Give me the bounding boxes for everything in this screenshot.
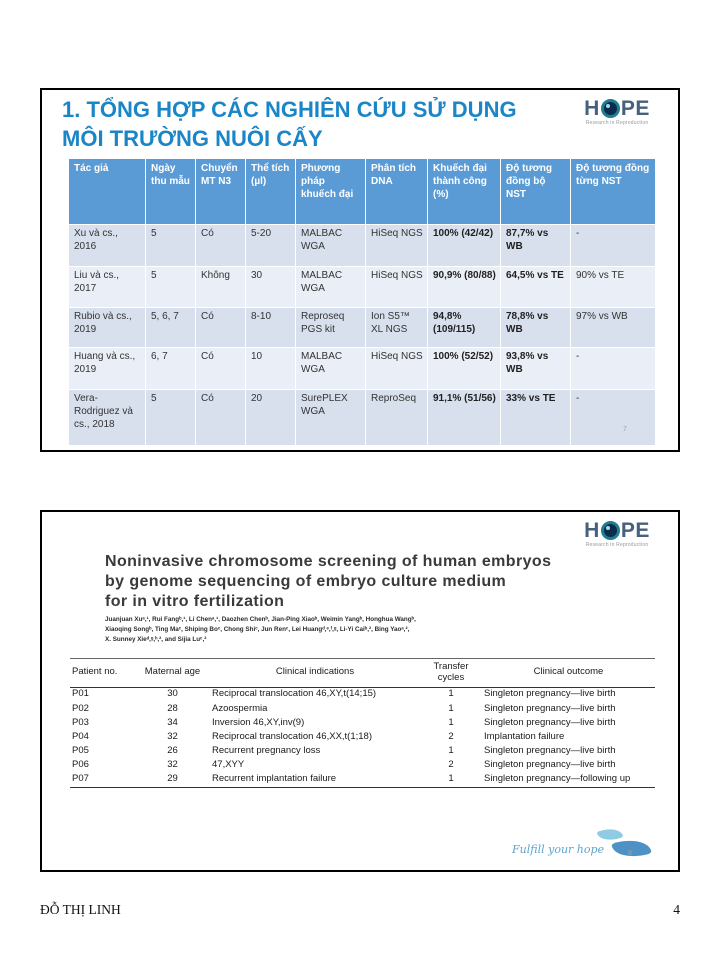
table-cell: Xu và cs., 2016 xyxy=(69,225,146,267)
page-footer xyxy=(40,902,680,918)
table-cell: 1 xyxy=(448,702,454,714)
table-cell: MALBAC WGA xyxy=(296,225,366,267)
table-row xyxy=(69,225,656,267)
table-cell: 32 xyxy=(167,730,178,742)
table-cell: 5 xyxy=(146,267,196,308)
eye-icon xyxy=(601,99,620,118)
table-cell: 32 xyxy=(167,758,178,770)
table-cell: Reciprocal translocation 46,XX,t(1;18) xyxy=(212,730,372,742)
table-cell: Singleton pregnancy—live birth xyxy=(484,744,616,756)
authors-line1: Juanjuan Xuᵃ,¹, Rui Fangᵇ,¹, Li Chenᵃ,¹, Daozhen Chenᵇ, Jian-Ping Xiaoᵇ, Weimin Yangᵇ, Honghua Wangᵇ, xyxy=(105,616,416,623)
table-cell: 87,7% vs WB xyxy=(501,225,571,267)
table-cell: 33% vs TE xyxy=(501,390,571,446)
table-row xyxy=(70,716,655,730)
table-cell: Inversion 46,XY,inv(9) xyxy=(212,716,305,728)
table-cell: MALBAC WGA xyxy=(296,348,366,390)
table-cell: - xyxy=(571,390,656,446)
table-row xyxy=(69,267,656,308)
patients-table xyxy=(70,658,655,788)
table-cell: Singleton pregnancy—live birth xyxy=(484,702,616,714)
table-cell: 6, 7 xyxy=(146,348,196,390)
table-cell: Azoospermia xyxy=(212,702,268,714)
table-cell: 47,XYY xyxy=(212,758,245,770)
table-cell: 30 xyxy=(246,267,296,308)
table-cell: 91,1% (51/56) xyxy=(428,390,501,446)
table-cell: 90% vs TE xyxy=(571,267,656,308)
table-cell: 10 xyxy=(246,348,296,390)
hope-logo-pe: PE xyxy=(620,519,650,542)
studies-table-header-row xyxy=(69,159,656,225)
table-cell: P06 xyxy=(72,758,89,770)
hope-logo-word xyxy=(572,520,662,541)
table-row xyxy=(70,730,655,744)
slide-1 xyxy=(40,88,680,452)
column-header: Độ tương đồng từng NST xyxy=(571,159,656,225)
table-cell: ReproSeq xyxy=(366,390,428,446)
table-cell: P07 xyxy=(70,773,135,788)
table-cell: 64,5% vs TE xyxy=(501,267,571,308)
table-cell: Ion S5™ XL NGS xyxy=(366,308,428,348)
table-cell: P03 xyxy=(72,716,89,728)
table-cell: Singleton pregnancy—live birth xyxy=(484,758,616,770)
table-cell: 1 xyxy=(448,688,454,700)
fulfill-your-hope-tagline: Fulfill your hope xyxy=(512,843,605,856)
column-header: Ngày thu mẫu xyxy=(146,159,196,225)
column-header: Độ tương đồng bộ NST xyxy=(501,159,571,225)
table-row xyxy=(70,687,655,702)
hope-logo-word xyxy=(572,98,662,119)
slide-number: 7 xyxy=(623,426,627,433)
leaf-dark-icon xyxy=(611,835,651,862)
table-row xyxy=(70,702,655,716)
slide1-title-line2: MÔI TRƯỜNG NUÔI CẤY xyxy=(62,125,323,151)
paper-authors xyxy=(105,615,605,644)
table-cell: 1 xyxy=(448,716,454,728)
table-row xyxy=(70,744,655,758)
table-cell: Recurrent implantation failure xyxy=(210,773,420,788)
table-cell: 2 xyxy=(448,758,454,770)
column-header: Clinical indications xyxy=(210,659,420,688)
table-cell: 29 xyxy=(135,773,210,788)
table-row xyxy=(69,308,656,348)
table-cell: Rubio và cs., 2019 xyxy=(69,308,146,348)
hope-logo-h: H xyxy=(584,97,600,120)
column-header: Patient no. xyxy=(70,659,135,688)
slide1-title-line1: 1. TỔNG HỢP CÁC NGHIÊN CỨU SỬ DỤNG xyxy=(62,97,517,122)
hope-logo-pe: PE xyxy=(620,97,650,120)
column-header: Khuếch đại thành công (%) xyxy=(428,159,501,225)
table-row xyxy=(70,758,655,772)
table-cell: 26 xyxy=(167,744,178,756)
patients-table-header-row xyxy=(70,659,655,688)
table-cell: 97% vs WB xyxy=(571,308,656,348)
paper-title-line2: by genome sequencing of embryo culture medium xyxy=(105,573,507,590)
table-cell: 100% (52/52) xyxy=(428,348,501,390)
table-cell: Recurrent pregnancy loss xyxy=(212,744,321,756)
hope-logo xyxy=(572,98,662,126)
authors-line2: Xiaoqing Songᵇ, Ting Maᶜ, Shiping Boᶜ, Chong Shiᶜ, Jun Renᶜ, Lei Huangᵈ,ᵉ,ᶠ,ᵍ, Li-Yi Caiᵇ,², Bing Yaoᵃ,², xyxy=(105,625,410,633)
table-row xyxy=(69,348,656,390)
table-cell: Singleton pregnancy—live birth xyxy=(484,688,616,700)
column-header: Clinical outcome xyxy=(482,659,655,688)
eye-pupil xyxy=(606,104,610,108)
table-cell: Implantation failure xyxy=(484,730,565,742)
paper-title-line1: Noninvasive chromosome screening of human embryos xyxy=(105,553,552,570)
table-cell: 5, 6, 7 xyxy=(146,308,196,348)
table-cell: P05 xyxy=(72,744,89,756)
table-cell: 2 xyxy=(448,730,454,742)
table-cell: Không xyxy=(196,267,246,308)
footer-page-number: 4 xyxy=(673,902,680,917)
table-cell: Huang và cs., 2019 xyxy=(69,348,146,390)
table-cell: SurePLEX WGA xyxy=(296,390,366,446)
table-cell: Liu và cs., 2017 xyxy=(69,267,146,308)
hope-logo-tagline: Research in Reproduction xyxy=(585,542,649,548)
table-cell: 5 xyxy=(146,225,196,267)
column-header: Maternal age xyxy=(135,659,210,688)
paper-title-line3: for in vitro fertilization xyxy=(105,593,285,610)
table-cell: Reproseq PGS kit xyxy=(296,308,366,348)
table-row xyxy=(70,773,655,788)
footer-author-name: ĐỖ THỊ LINH xyxy=(40,902,121,917)
table-cell: 5 xyxy=(146,390,196,446)
table-cell: HiSeq NGS xyxy=(366,348,428,390)
table-cell: Có xyxy=(196,348,246,390)
table-cell: 28 xyxy=(167,702,178,714)
authors-line3: X. Sunney Xieᵈ,ᵍ,ʰ,², and Sijia Luᶜ,² xyxy=(105,635,207,643)
table-cell: Có xyxy=(196,225,246,267)
eye-pupil xyxy=(606,526,610,530)
table-cell: - xyxy=(571,225,656,267)
column-header: Phân tích DNA xyxy=(366,159,428,225)
table-cell: 30 xyxy=(167,688,178,700)
table-cell: 90,9% (80/88) xyxy=(428,267,501,308)
table-cell: 1 xyxy=(420,773,482,788)
table-cell: 93,8% vs WB xyxy=(501,348,571,390)
table-cell: 78,8% vs WB xyxy=(501,308,571,348)
table-cell: 94,8% (109/115) xyxy=(428,308,501,348)
table-cell: Reciprocal translocation 46,XY,t(14;15) xyxy=(212,688,377,700)
table-row xyxy=(69,390,656,446)
table-cell: HiSeq NGS xyxy=(366,267,428,308)
table-cell: P01 xyxy=(72,688,89,700)
paper-title xyxy=(105,552,625,612)
table-cell: HiSeq NGS xyxy=(366,225,428,267)
table-cell: Vera-Rodriguez và cs., 2018 xyxy=(69,390,146,446)
table-cell: P04 xyxy=(72,730,89,742)
slide-number: 8 xyxy=(628,850,632,857)
table-cell: P02 xyxy=(72,702,89,714)
leaf-logo-icon xyxy=(598,826,650,860)
table-cell: 100% (42/42) xyxy=(428,225,501,267)
column-header: Phương pháp khuếch đại xyxy=(296,159,366,225)
table-cell: Singleton pregnancy—live birth xyxy=(484,716,616,728)
table-cell: 8-10 xyxy=(246,308,296,348)
slide1-title xyxy=(62,96,572,153)
hope-logo-tagline: Research in Reproduction xyxy=(585,120,649,126)
hope-logo-h: H xyxy=(584,519,600,542)
table-cell: Singleton pregnancy—following up xyxy=(482,773,655,788)
table-cell: 1 xyxy=(448,744,454,756)
eye-icon xyxy=(601,521,620,540)
studies-table xyxy=(68,158,656,446)
table-cell: 34 xyxy=(167,716,178,728)
column-header: Tác giả xyxy=(69,159,146,225)
table-cell: 5-20 xyxy=(246,225,296,267)
hope-logo xyxy=(572,520,662,548)
table-cell: 20 xyxy=(246,390,296,446)
column-header: Chuyển MT N3 xyxy=(196,159,246,225)
table-cell: Có xyxy=(196,308,246,348)
table-cell: Có xyxy=(196,390,246,446)
slide-2 xyxy=(40,510,680,872)
column-header: Transfer cycles xyxy=(420,659,482,688)
table-cell: - xyxy=(571,348,656,390)
table-cell: MALBAC WGA xyxy=(296,267,366,308)
column-header: Thể tích (µl) xyxy=(246,159,296,225)
